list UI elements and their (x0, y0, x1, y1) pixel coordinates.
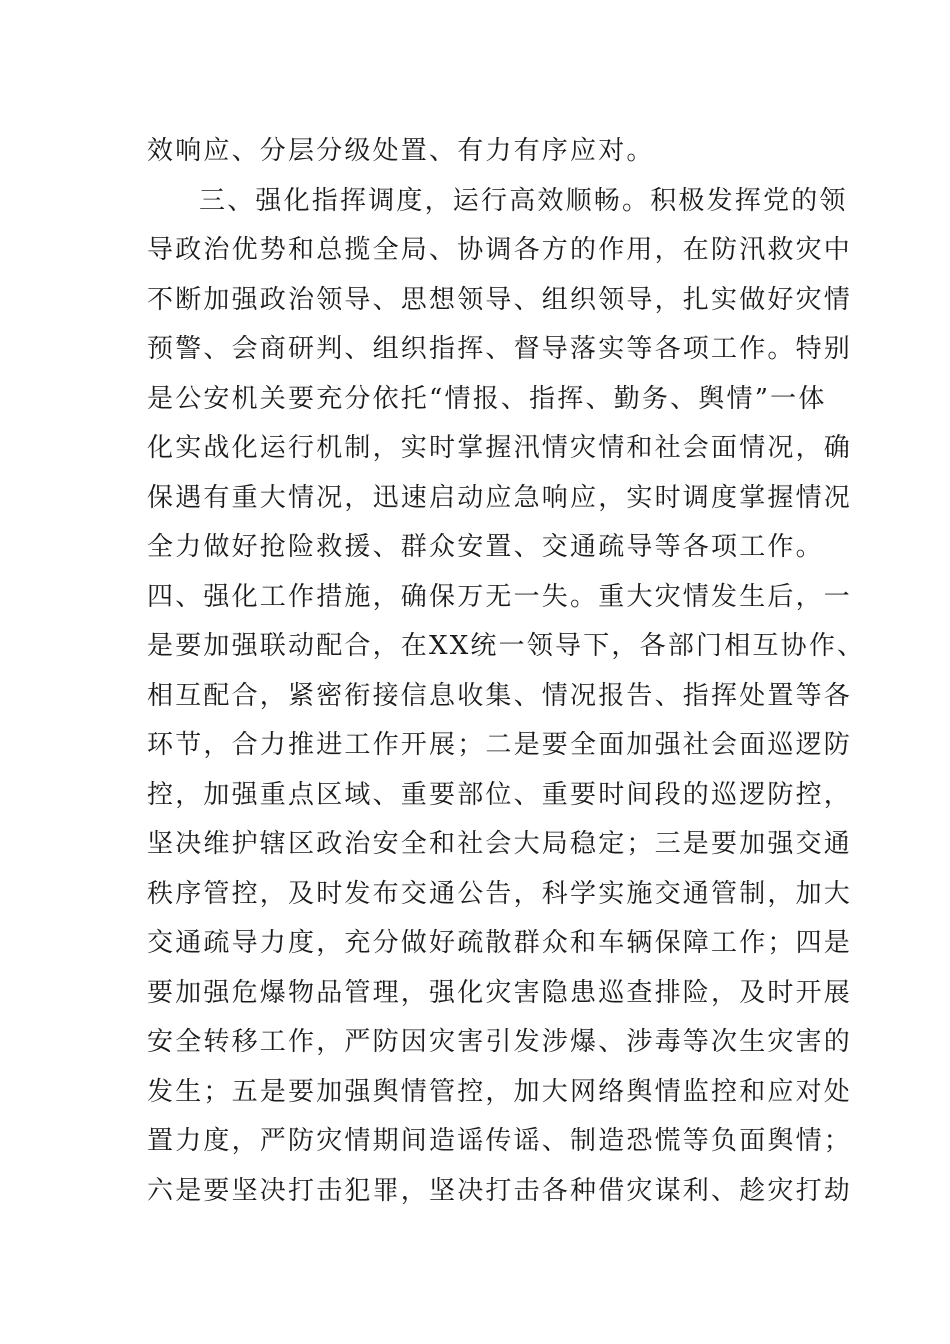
text-line: 全力做好抢险救援、群众安置、交通疏导等各项工作。 (147, 532, 824, 562)
text-line: 控，加强重点区域、重要部位、重要时间段的巡逻防控， (147, 779, 853, 810)
text-line: 发生；五是要加强舆情管控，加大网络舆情监控和应对处 (147, 1076, 853, 1107)
text-line: 六是要坚决打击犯罪，坚决打击各种借灾谋利、趁灾打劫 (147, 1175, 853, 1206)
text-line: 秩序管控，及时发布交通公告，科学实施交通管制，加大 (147, 878, 853, 909)
text-line: 导政治优势和总揽全局、协调各方的作用，在防汛救灾中 (147, 235, 853, 265)
text-line: 安全转移工作，严防因灾害引发涉爆、涉毒等次生灾害的 (147, 1027, 853, 1057)
text-line: 环节，合力推进工作开展；二是要全面加强社会面巡逻防 (147, 730, 853, 760)
text-line: 置力度，严防灾情期间造谣传谣、制造恐慌等负面舆情； (147, 1126, 853, 1156)
text-line: 不断加强政治领导、思想领导、组织领导，扎实做好灾情 (147, 284, 853, 315)
text-line: 交通疏导力度，充分做好疏散群众和车辆保障工作；四是 (147, 928, 853, 958)
paragraph-heading-line: 三、强化指挥调度，运行高效顺畅。积极发挥党的领 (199, 185, 848, 216)
text-line: 是公安机关要充分依托“情报、指挥、勤务、舆情”一体 (147, 383, 827, 414)
paragraph-heading-line: 四、强化工作措施，确保万无一失。重大灾情发生后，一 (147, 581, 853, 612)
text-line: 保遇有重大情况，迅速启动应急响应，实时调度掌握情况 (147, 482, 853, 513)
text-line: 效响应、分层分级处置、有力有序应对。 (147, 136, 655, 166)
text-line: 要加强危爆物品管理，强化灾害隐患巡查排险，及时开展 (147, 977, 853, 1008)
text-line: 坚决维护辖区政治安全和社会大局稳定；三是要加强交通 (147, 829, 853, 859)
text-line: 相互配合，紧密衔接信息收集、情况报告、指挥处置等各 (147, 680, 853, 711)
document-body (147, 127, 866, 1216)
text-line: 化实战化运行机制，实时掌握汛情灾情和社会面情况，确 (147, 433, 853, 463)
text-line: 是要加强联动配合，在XX统一领导下，各部门相互协作、 (147, 631, 866, 661)
text-line: 预警、会商研判、组织指挥、督导落实等各项工作。特别 (147, 334, 853, 364)
